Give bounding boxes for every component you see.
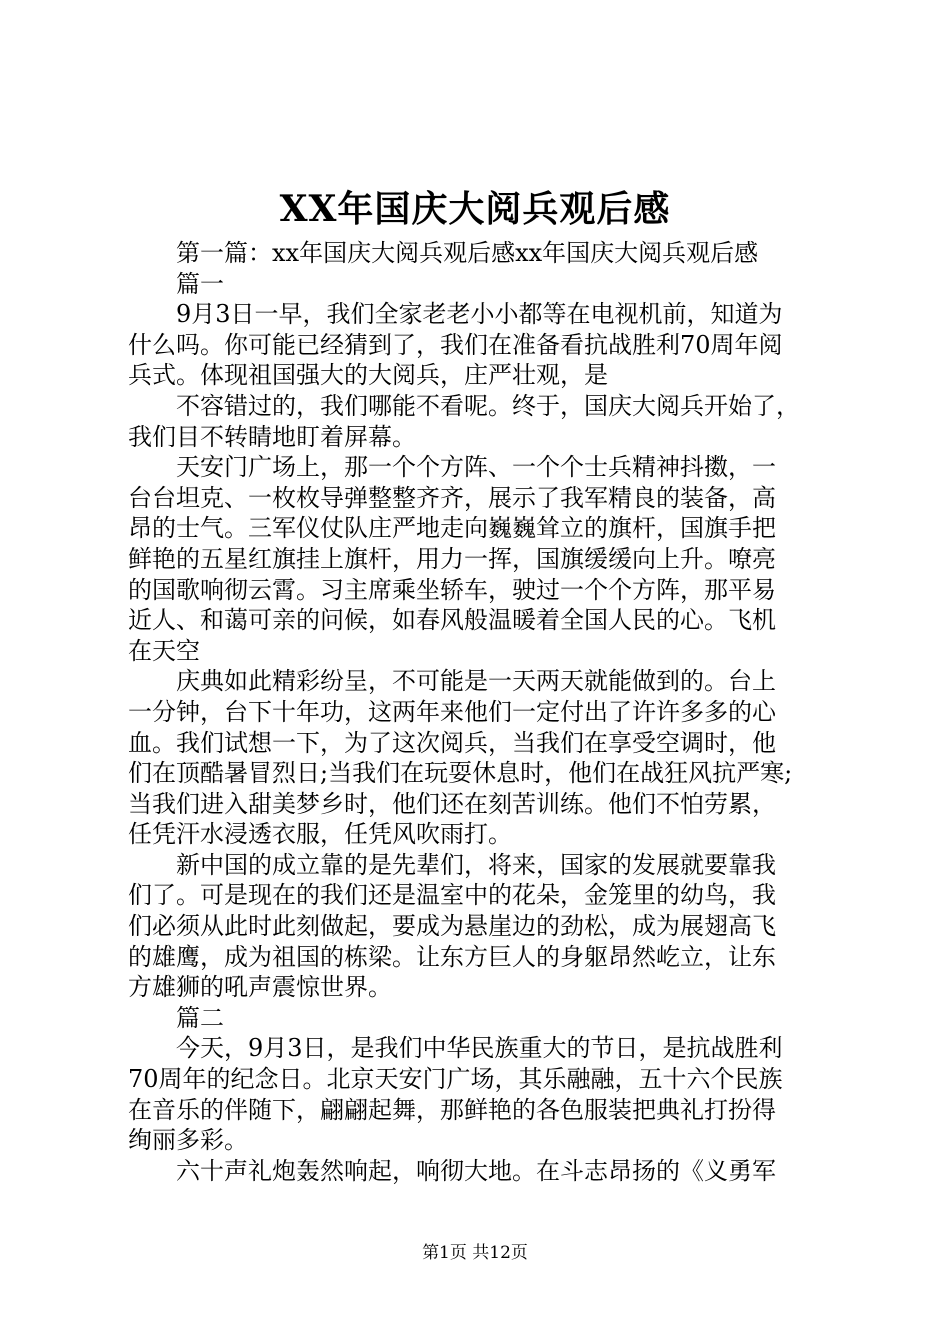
text-line: 们了。可是现在的我们还是温室中的花朵，金笼里的幼鸟，我 — [128, 881, 776, 910]
text-line: 庆典如此精彩纷呈，不可能是一天两天就能做到的。台上 — [176, 667, 776, 696]
text-line: 今天，9月3日，是我们中华民族重大的节日，是抗战胜利 — [176, 1034, 783, 1063]
text-line: 昂的士气。三军仪仗队庄严地走向巍巍耸立的旗杆，国旗手把 — [128, 514, 776, 543]
text-line: 的雄鹰，成为祖国的栋梁。让东方巨人的身躯昂然屹立，让东 — [128, 942, 776, 971]
text-line: 新中国的成立靠的是先辈们，将来，国家的发展就要靠我 — [176, 850, 776, 879]
text-line: 篇一 — [176, 269, 224, 298]
text-line: 天安门广场上，那一个个方阵、一个个士兵精神抖擞，一 — [176, 453, 776, 482]
text-line: 绚丽多彩。 — [128, 1126, 248, 1155]
text-line: 们必须从此时此刻做起，要成为悬崖边的劲松，成为展翅高飞 — [128, 912, 776, 941]
text-line: 血。我们试想一下，为了这次阅兵，当我们在享受空调时，他 — [128, 728, 776, 757]
text-line: 70周年的纪念日。北京天安门广场，其乐融融，五十六个民族 — [128, 1065, 783, 1094]
text-line: 什么吗。你可能已经猜到了，我们在准备看抗战胜利70周年阅 — [128, 330, 783, 359]
text-line: 不容错过的，我们哪能不看呢。终于，国庆大阅兵开始了， — [176, 391, 800, 420]
text-line: 我们目不转睛地盯着屏幕。 — [128, 422, 416, 451]
text-line: 台台坦克、一枚枚导弹整整齐齐，展示了我军精良的装备，高 — [128, 483, 776, 512]
text-line: 9月3日一早，我们全家老老小小都等在电视机前，知道为 — [176, 300, 783, 329]
page-footer: 第1页 共12页 — [422, 1243, 528, 1263]
text-line: 第一篇：xx年国庆大阅兵观后感xx年国庆大阅兵观后感 — [176, 239, 759, 267]
text-line: 任凭汗水浸透衣服，任凭风吹雨打。 — [128, 820, 512, 849]
text-line: 兵式。体现祖国强大的大阅兵，庄严壮观，是 — [128, 361, 608, 390]
text-line: 六十声礼炮轰然响起，响彻大地。在斗志昂扬的《义勇军 — [176, 1156, 776, 1185]
text-line: 的国歌响彻云霄。习主席乘坐轿车，驶过一个个方阵，那平易 — [128, 575, 776, 604]
text-line: 在音乐的伴随下，翩翩起舞，那鲜艳的各色服装把典礼打扮得 — [128, 1095, 776, 1124]
document-title: XX年国庆大阅兵观后感 — [279, 188, 671, 230]
text-line: 鲜艳的五星红旗挂上旗杆，用力一挥，国旗缓缓向上升。嘹亮 — [128, 544, 776, 573]
text-line: 篇二 — [176, 1003, 224, 1032]
document-body — [128, 238, 828, 1186]
text-line: 们在顶酷暑冒烈日;当我们在玩耍休息时，他们在战狂风抗严寒; — [128, 759, 793, 788]
text-line: 当我们进入甜美梦乡时，他们还在刻苦训练。他们不怕劳累， — [128, 789, 776, 818]
text-line: 方雄狮的吼声震惊世界。 — [128, 973, 392, 1002]
text-line: 一分钟，台下十年功，这两年来他们一定付出了许许多多的心 — [128, 697, 776, 726]
text-line: 近人、和蔼可亲的问候，如春风般温暖着全国人民的心。飞机 — [128, 606, 776, 635]
text-line: 在天空 — [128, 636, 200, 665]
